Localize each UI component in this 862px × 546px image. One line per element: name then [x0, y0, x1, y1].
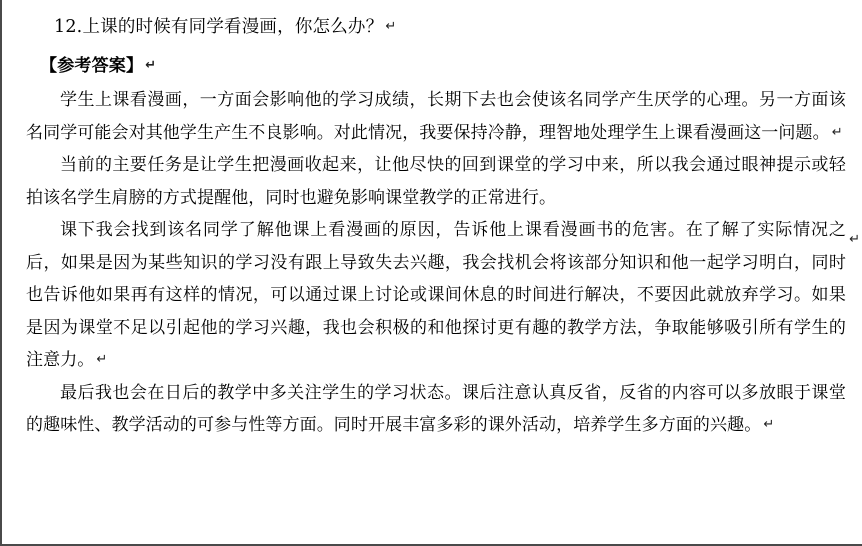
answer-heading	[40, 52, 846, 80]
right-edge-paragraph-mark-icon: ↵	[849, 232, 860, 247]
paragraph-text: 当前的主要任务是让学生把漫画收起来，让他尽快的回到课堂的学习中来，所以我会通过眼神提示或轻拍该名学生肩膀的方式提醒他，同时也避免影响课堂教学的正常进行。	[26, 155, 846, 208]
paragraph-text: 课下我会找到该名同学了解他课上看漫画的原因，告诉他上课看漫画书的危害。在了解了实际情况之后，如果是因为某些知识的学习没有跟上导致失去兴趣，我会找机会将该部分知识和他一起学习明白，同时也告诉他如果再有这样的情况，可以通过课上讨论或课间休息的时间进行解决，不要因此就放弃学习。如果是因为课堂不足以引起他的学习兴趣，我也会积极的和他探讨更有趣的教学方法，争取能够吸引所有学生的注意力。	[26, 220, 846, 370]
paragraph-mark-icon: ↵	[831, 124, 843, 140]
page-left-border	[0, 0, 2, 546]
answer-paragraph	[26, 149, 846, 214]
answer-paragraph	[26, 84, 846, 149]
question-line	[54, 12, 846, 42]
answer-paragraph	[26, 377, 846, 442]
question-number: 12.	[54, 17, 83, 37]
answer-heading-text: 【参考答案】	[40, 56, 144, 76]
paragraph-mark-icon	[556, 190, 558, 205]
paragraph-mark-icon: ↵	[763, 417, 775, 432]
paragraph-mark-icon: ↵	[145, 58, 157, 73]
paragraph-text: 学生上课看漫画，一方面会影响他的学习成绩，长期下去也会使该名同学产生厌学的心理。另一方面该名同学可能会对其他学生产生不良影响。对此情况，我要保持冷静，理智地处理学生上课看漫画这一问题。	[26, 90, 846, 143]
answer-paragraph	[26, 214, 846, 377]
paragraph-mark-icon: ↵	[385, 19, 397, 34]
paragraph-mark-icon: ↵	[96, 352, 108, 367]
question-text: 上课的时候有同学看漫画，你怎么办？	[82, 17, 384, 37]
document-body	[14, 0, 858, 442]
paragraph-text: 最后我也会在日后的教学中多关注学生的学习状态。课后注意认真反省，反省的内容可以多放眼于课堂的趣味性、教学活动的可参与性等方面。同时开展丰富多彩的课外活动，培养学生多方面的兴趣。	[26, 382, 846, 435]
